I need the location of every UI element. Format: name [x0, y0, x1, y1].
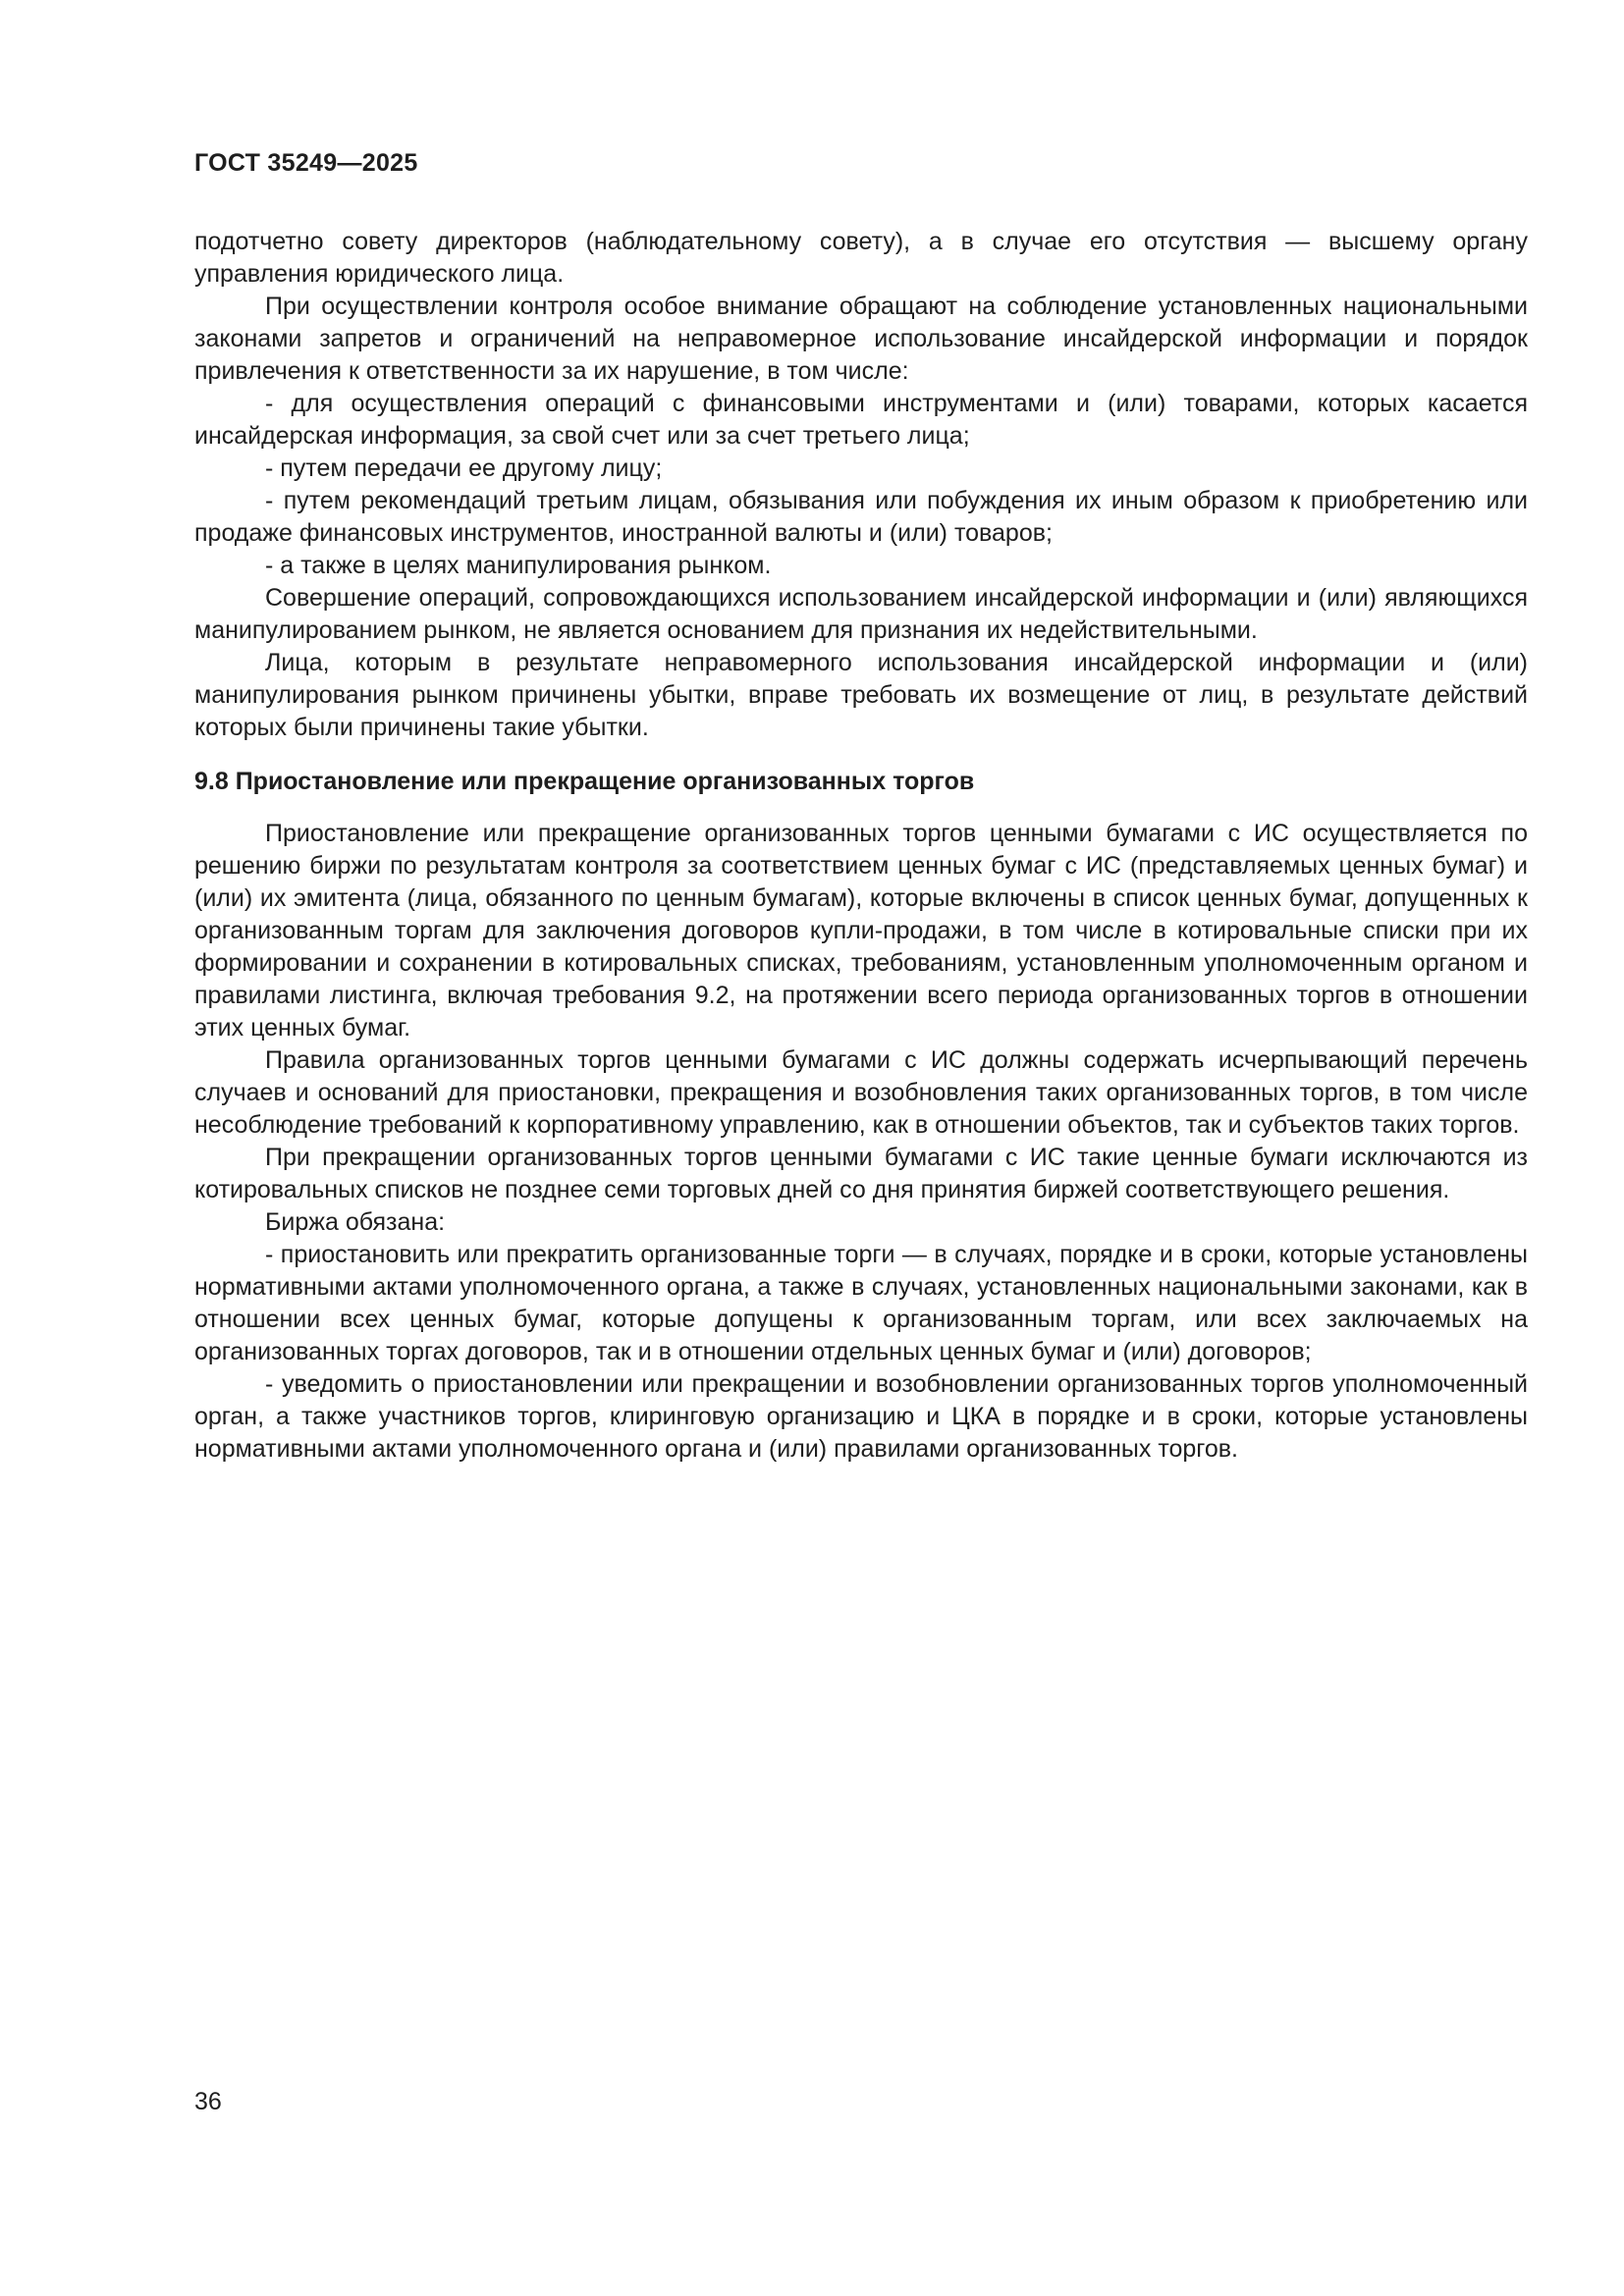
paragraph-continued: подотчетно совету директоров (наблюдательному совету), а в случае его отсутствия — высшему органу управления юридического лица. — [194, 228, 1528, 288]
list-item: - приостановить или прекратить организованные торги — в случаях, порядке и в сроки, которые установлены нормативными актами уполномоченного органа, а также в случаях, установленных национальными законами, как в отношении всех ценных бумаг, которые допущены к организованным торгам, или всех заключаемых на организованных торгах договоров, так и в отношении отдельных ценных бумаг и (или) договоров; — [194, 1241, 1528, 1365]
section-heading-9-8: 9.8 Приостановление или прекращение организованных торгов — [194, 768, 975, 795]
list-item: - а также в целях манипулирования рынком. — [265, 552, 772, 579]
paragraph-operations: Совершение операций, сопровождающихся использованием инсайдерской информации и (или) являющихся манипулированием рынком, не является основанием для признания их недействительными. — [194, 584, 1528, 644]
list-item: - путем рекомендаций третьим лицам, обязывания или побуждения их иным образом к приобретению или продаже финансовых инструментов, иностранной валюты и (или) товаров; — [194, 487, 1528, 547]
list-item: - для осуществления операций с финансовыми инструментами и (или) товарами, которых касается инсайдерская информация, за свой счет или за счет третьего лица; — [194, 390, 1528, 450]
list-item: - путем передачи ее другому лицу; — [265, 454, 663, 482]
document-body — [194, 226, 1528, 1466]
paragraph-termination: При прекращении организованных торгов ценными бумагами с ИС такие ценные бумаги исключаются из котировальных списков не позднее семи торговых дней со дня принятия биржей соответствующего решения. — [194, 1144, 1528, 1203]
paragraph-control: При осуществлении контроля особое внимание обращают на соблюдение установленных национальными законами запретов и ограничений на неправомерное использование инсайдерской информации и порядок привлечения к ответственности за их нарушение, в том числе: — [194, 293, 1528, 385]
paragraph-suspension: Приостановление или прекращение организованных торгов ценными бумагами с ИС осуществляется по решению биржи по результатам контроля за соответствием ценных бумаг с ИС (представляемых ценных бумаг) и (или) их эмитента (лица, обязанного по ценным бумагам), которые включены в список ценных бумаг, допущенных к организованным торгам для заключения договоров купли-продажи, в том числе в котировальные списки при их формировании и сохранении в котировальных списках, требованиям, установленным уполномоченным органом и правилами листинга, включая требования 9.2, на протяжении всего периода организованных торгов в отношении этих ценных бумаг. — [194, 820, 1528, 1041]
paragraph-exchange-obliged: Биржа обязана: — [265, 1208, 446, 1236]
page-number: 36 — [194, 2088, 222, 2115]
document-code-header: ГОСТ 35249—2025 — [194, 149, 418, 177]
paragraph-trading-rules: Правила организованных торгов ценными бумагами с ИС должны содержать исчерпывающий перечень случаев и оснований для приостановки, прекращения и возобновления таких организованных торгов, в том числе несоблюдение требований к корпоративному управлению, как в отношении объектов, так и субъектов таких торгов. — [194, 1046, 1528, 1139]
paragraph-losses: Лица, которым в результате неправомерного использования инсайдерской информации и (или) манипулирования рынком причинены убытки, вправе требовать их возмещение от лиц, в результате действий которых были причинены такие убытки. — [194, 649, 1528, 741]
list-item: - уведомить о приостановлении или прекращении и возобновлении организованных торгов уполномоченный орган, а также участников торгов, клиринговую организацию и ЦКА в порядке и в сроки, которые установлены нормативными актами уполномоченного органа и (или) правилами организованных торгов. — [194, 1370, 1528, 1463]
